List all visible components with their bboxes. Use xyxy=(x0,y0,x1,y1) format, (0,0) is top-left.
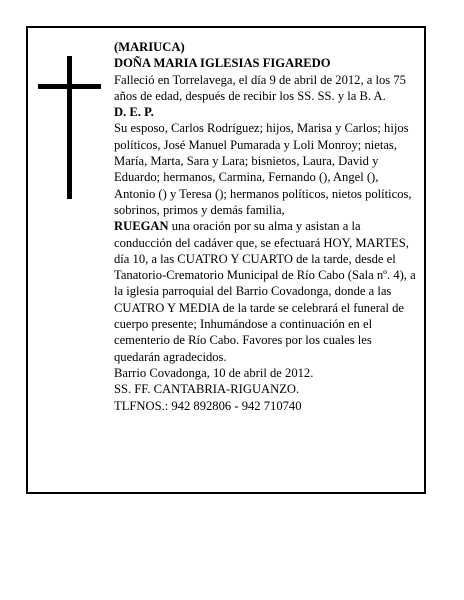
ruegan-paragraph xyxy=(114,218,418,365)
cross-icon xyxy=(67,56,72,199)
death-info: Falleció en Torrelavega, el día 9 de abril de 2012, a los 75 años de edad, después de recibir los SS. SS. y la B. A. xyxy=(114,72,406,103)
ruegan-label: RUEGAN xyxy=(114,219,169,234)
phone-numbers: TLFNOS.: 942 892806 - 942 710740 xyxy=(114,398,302,413)
obituary-notice xyxy=(26,26,426,494)
funeral-home: SS. FF. CANTABRIA-RIGUANZO. xyxy=(114,382,300,397)
family-list: Su esposo, Carlos Rodríguez; hijos, Marisa y Carlos; hijos políticos, José Manuel Pumarada y Loli Monroy; nietas, María, Marta, Sara y Lara; bisnietos, Laura, David y Eduardo; hermanos, Carmina, Fernando (), Angel (), Antonio () y Teresa (); hermanos políticos, nietos políticos, sobrinos, primos y demás familia, xyxy=(114,121,412,217)
obituary-text xyxy=(114,39,418,414)
dep-heading: D. E. P. xyxy=(114,105,154,120)
nickname: (MARIUCA) xyxy=(114,40,185,54)
place-date: Barrio Covadonga, 10 de abril de 2012. xyxy=(114,365,314,380)
ruegan-text: una oración por su alma y asistan a la conducción del cadáver que, se efectuará HOY, MARTES, día 10, a las CUATRO Y CUARTO de la tarde, desde el Tanatorio-Crematorio Municipal de Río Cabo (Sala nº. 4), a la iglesia parroquial del Barrio Covadonga, donde a las CUATRO Y MEDIA de la tarde se celebrará el funeral de cuerpo presente; Inhumándose a continuación en el cementerio de Río Cabo. Favores por los cuales les quedarán agradecidos. xyxy=(114,219,416,364)
deceased-name: DOÑA MARIA IGLESIAS FIGAREDO xyxy=(114,56,331,71)
cross-icon-bar xyxy=(38,84,101,89)
